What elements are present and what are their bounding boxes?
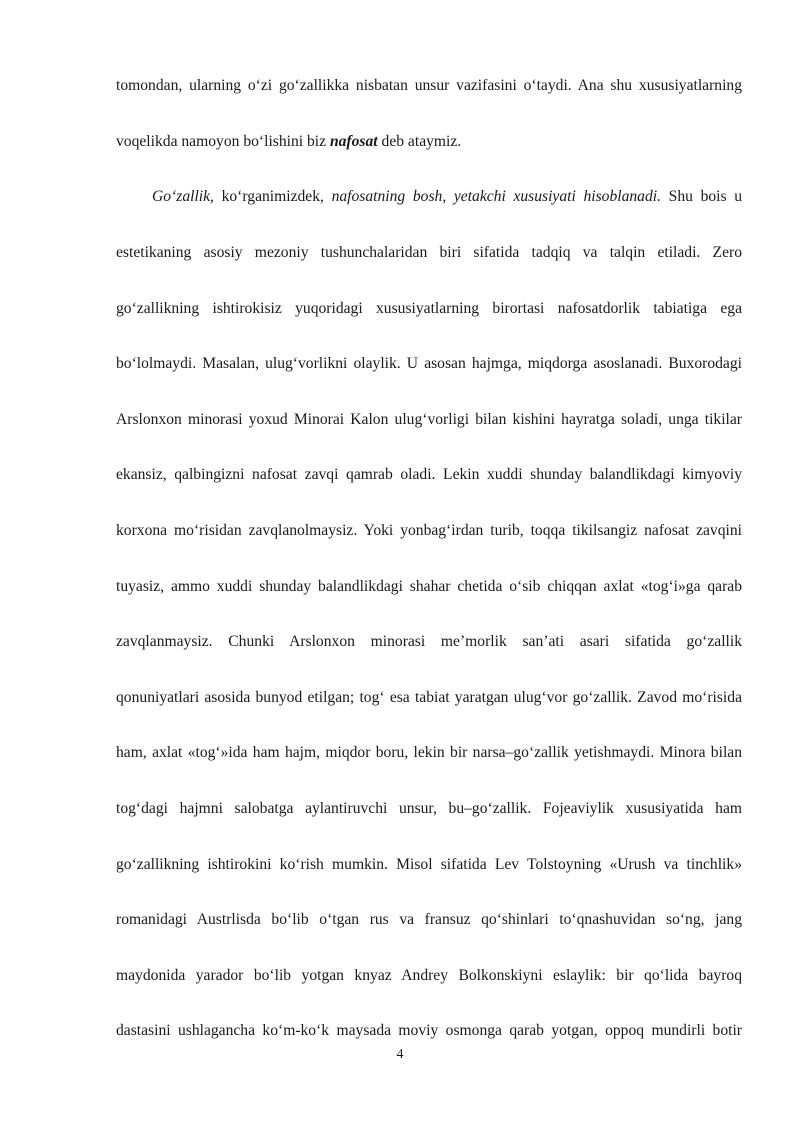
text-line: Arslonxon minorasi yoxud Minorai Kalon ulug‘vorligi bilan kishini hayratga soladi, unga tikilar (116, 411, 742, 428)
text-line: tog‘dagi hajmni salobatga aylantiruvchi unsur, bu–go‘zallik. Fojeaviylik xususiyatida ham (116, 800, 742, 817)
text-line: tomondan, ularning o‘zi go‘zallikka nisbatan unsur vazifasini o‘taydi. Ana shu xususiyatlarning (116, 77, 742, 94)
text-line: ham, axlat «tog‘»ida ham hajm, miqdor boru, lekin bir narsa–go‘zallik yetishmaydi. Minora bilan (116, 744, 742, 761)
text-run: deb ataymiz. (377, 133, 462, 150)
text-line: ekansiz, qalbingizni nafosat zavqi qamrab oladi. Lekin xuddi shunday balandlikdagi kimyoviy (116, 466, 742, 483)
text-line: bo‘lolmaydi. Masalan, ulug‘vorlikni olaylik. U asosan hajmga, miqdorga asoslanadi. Buxorodagi (116, 355, 742, 372)
text-line (116, 132, 742, 152)
text-line: romanidagi Austrlisda bo‘lib o‘tgan rus va fransuz qo‘shinlari to‘qnashuvidan so‘ng, jang (116, 911, 742, 928)
text-line: dastasini ushlagancha ko‘m-ko‘k maysada moviy osmonga qarab yotgan, oppoq mundirli botir (116, 1022, 742, 1039)
page-number: 4 (396, 1047, 404, 1062)
text-line: go‘zallikning ishtirokisiz yuqoridagi xususiyatlarning birortasi nafosatdorlik tabiatiga ega (116, 300, 742, 317)
text-line: tuyasiz, ammo xuddi shunday balandlikdagi shahar chetida o‘sib chiqqan axlat «tog‘i»ga qarab (116, 578, 742, 595)
text-line: korxona mo‘risidan zavqlanolmaysiz. Yoki yonbag‘irdan turib, toqqa tikilsangiz nafosat zavqini (116, 522, 742, 539)
text-line: qonuniyatlari asosida bunyod etilgan; tog‘ esa tabiat yaratgan ulug‘vor go‘zallik. Zavod mo‘risida (116, 689, 742, 706)
text-line: maydonida yarador bo‘lib yotgan knyaz Andrey Bolkonskiyni eslaylik: bir qo‘lida bayroq (116, 967, 742, 984)
italic-run: Go‘zallik, (152, 188, 214, 205)
paragraph-first-line (152, 187, 742, 207)
emphasis-term: nafosat (329, 133, 378, 150)
text-line: zavqlanmaysiz. Chunki Arslonxon minorasi me’morlik san’ati asari sifatida go‘zallik (116, 633, 742, 650)
italic-run: nafosatning bosh, yetakchi xususiyati hisoblanadi. (331, 188, 662, 205)
text-run: Shu bois u (661, 188, 743, 205)
text-line: estetikaning asosiy mezoniy tushunchalaridan biri sifatida tadqiq va talqin etiladi. Zero (116, 244, 742, 261)
text-run: voqelikda namoyon bo‘lishini biz (116, 133, 330, 150)
text-line: go‘zallikning ishtirokini ko‘rish mumkin. Misol sifatida Lev Tolstoyning «Urush va tinchlik» (116, 856, 742, 873)
text-run: ko‘rganimizdek, (213, 188, 332, 205)
